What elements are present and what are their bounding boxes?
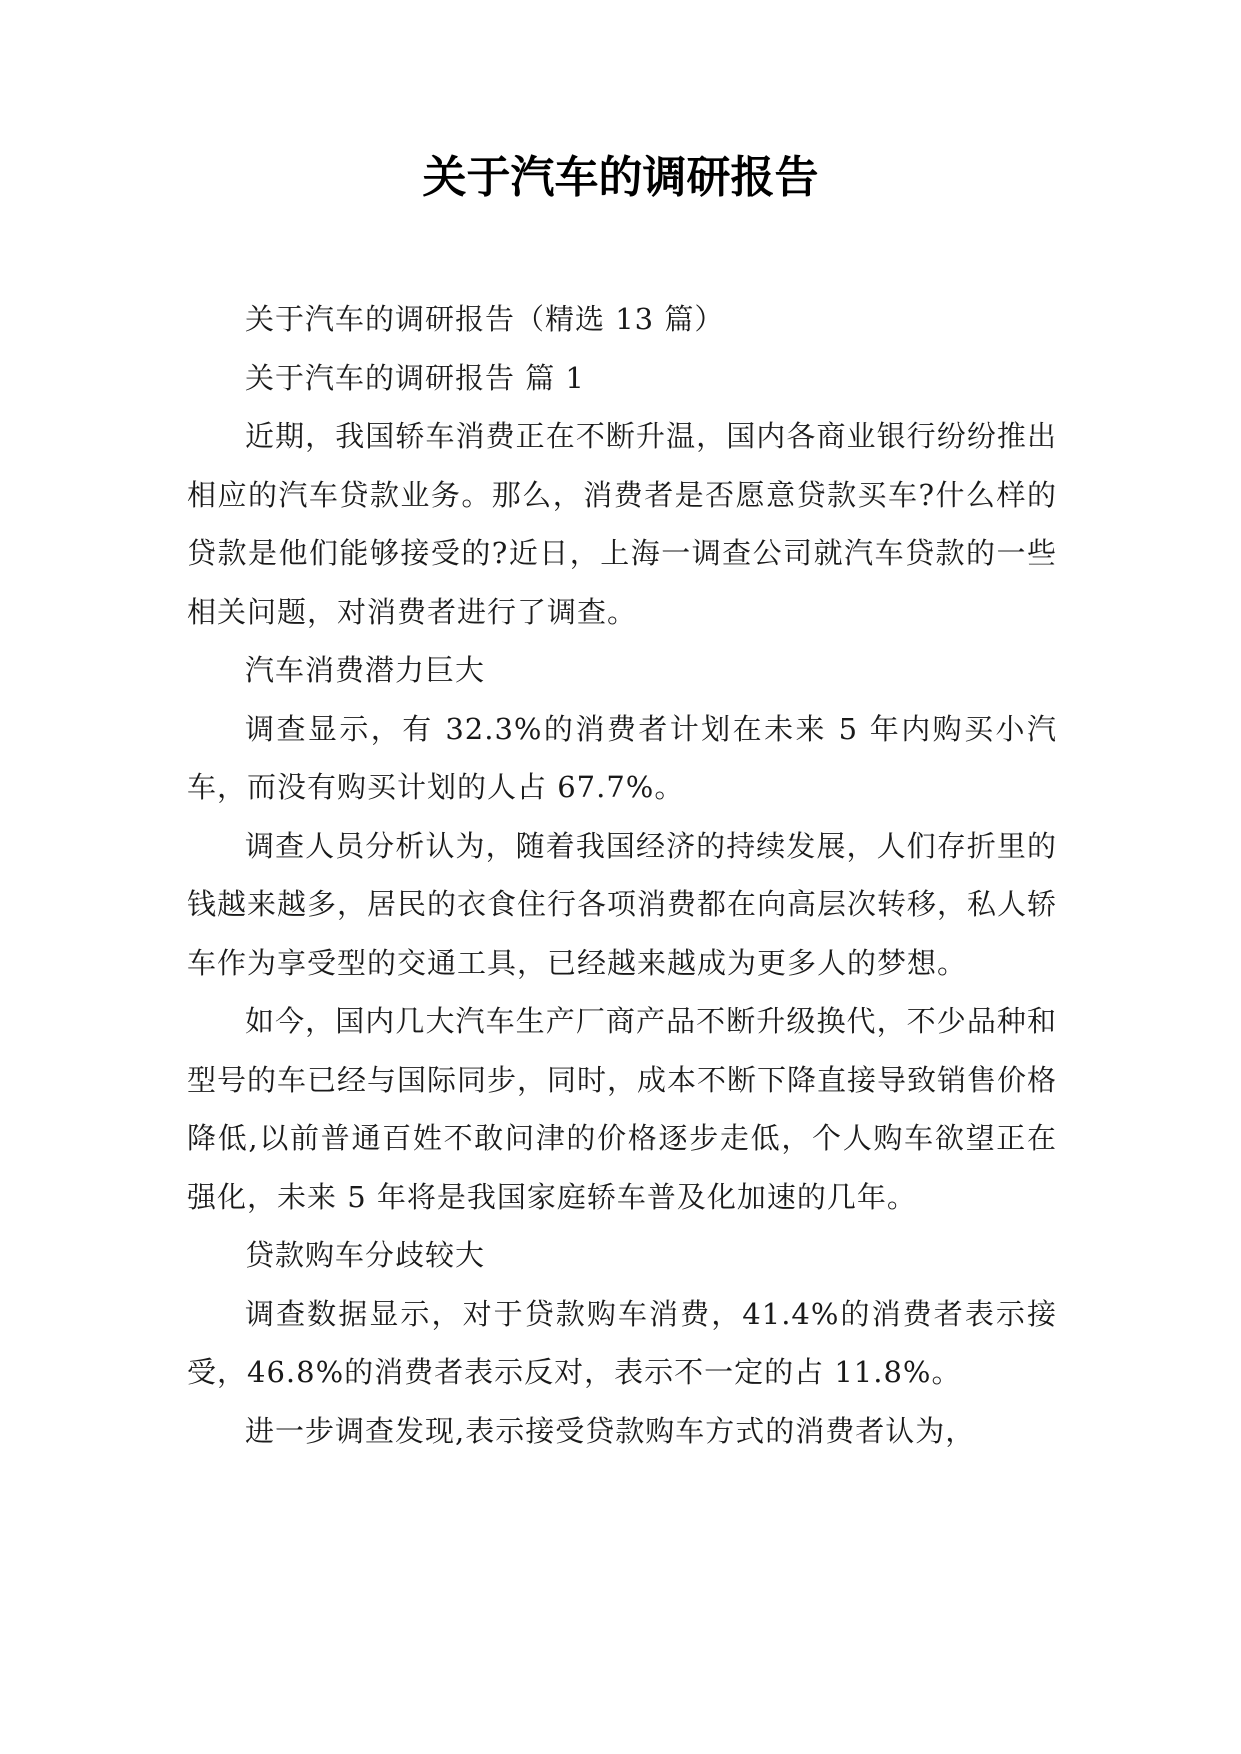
paragraph: 调查数据显示，对于贷款购车消费，41.4%的消费者表示接受，46.8%的消费者表示反对，表示不一定的占 11.8%。 (187, 1296, 1057, 1389)
paragraph: 近期，我国轿车消费正在不断升温，国内各商业银行纷纷推出相应的汽车贷款业务。那么，消费者是否愿意贷款买车?什么样的贷款是他们能够接受的?近日，上海一调查公司就汽车贷款的一些相关问题，对消费者进行了调查。 (187, 419, 1057, 629)
paragraph-section-heading: 关于汽车的调研报告 篇 1 (245, 360, 585, 395)
document-title: 关于汽车的调研报告 (422, 152, 819, 203)
paragraph-subtitle: 关于汽车的调研报告（精选 13 篇） (245, 302, 725, 336)
paragraph: 如今，国内几大汽车生产厂商产品不断升级换代，不少品种和型号的车已经与国际同步，同时，成本不断下降直接导致销售价格降低,以前普通百姓不敢问津的价格逐步走低，个人购车欲望正在强化，未来 5 年将是我国家庭轿车普及化加速的几年。 (187, 1004, 1058, 1214)
paragraph: 调查人员分析认为，随着我国经济的持续发展，人们存折里的钱越来越多，居民的衣食住行各项消费都在向高层次转移，私人轿车作为享受型的交通工具，已经越来越成为更多人的梦想。 (187, 828, 1058, 980)
document-body (187, 290, 1057, 1460)
paragraph: 调查显示，有 32.3%的消费者计划在未来 5 年内购买小汽车，而没有购买计划的人占 67.7%。 (187, 711, 1057, 804)
paragraph-subheading: 汽车消费潜力巨大 (245, 653, 486, 687)
paragraph-subheading: 贷款购车分歧较大 (245, 1238, 486, 1272)
paragraph: 进一步调查发现,表示接受贷款购车方式的消费者认为， (245, 1413, 976, 1448)
